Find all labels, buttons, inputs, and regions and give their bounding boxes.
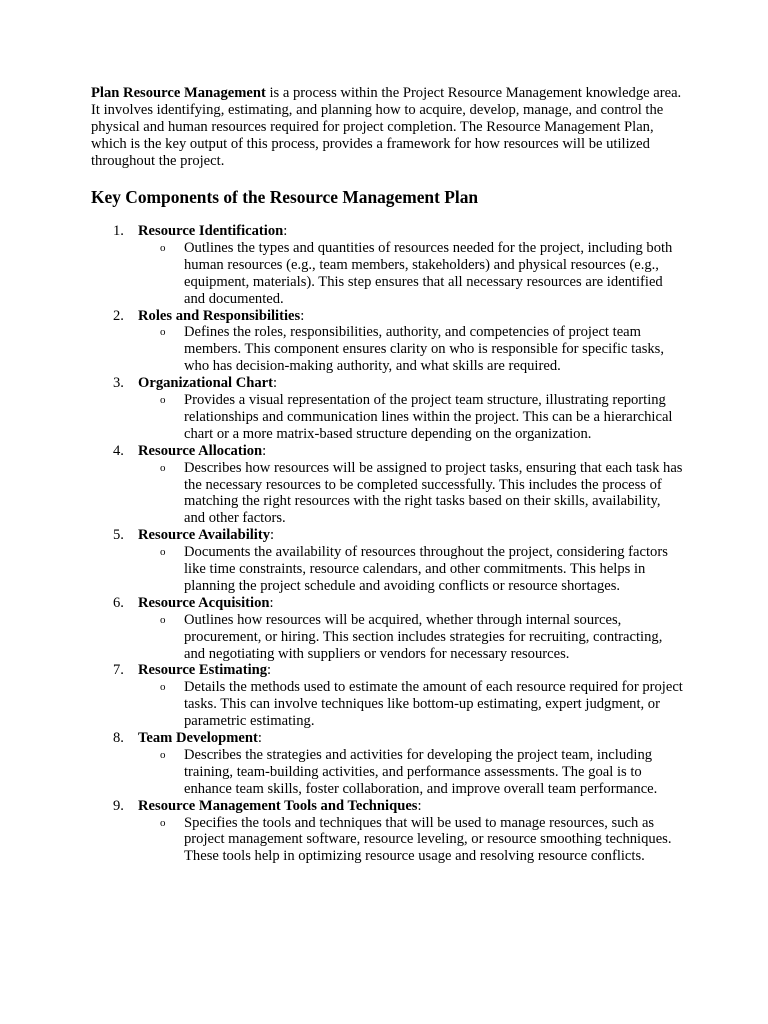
item-title: Resource Availability (138, 527, 271, 544)
hollow-bullet-icon: o (160, 241, 166, 254)
item-number: 4. (113, 442, 124, 459)
item-colon: : (300, 307, 305, 324)
item-colon: : (270, 527, 275, 544)
item-description: Provides a visual representation of the project team structure, illustrating reporting relationships and communication lines within the project. This can be a hierarchical chart or a more matrix-based structure depending on the organization. (184, 392, 673, 442)
intro-paragraph (91, 85, 687, 170)
components-list (0, 223, 768, 865)
hollow-bullet-icon: o (160, 613, 166, 626)
item-title: Resource Acquisition (138, 594, 270, 611)
item-description: Outlines how resources will be acquired, whether through internal sources, procurement, or hiring. This section includes strategies for recruiting, contracting, and negotiating with suppliers or vendors for necessary resources. (184, 611, 663, 662)
item-description: Documents the availability of resources throughout the project, considering factors like time constraints, resource calendars, and other commitments. This helps in planning the project schedule and avoiding conflicts or resource shortages. (184, 544, 668, 594)
list-item (0, 527, 768, 595)
item-description: Defines the roles, responsibilities, authority, and competencies of project team members. This component ensures clarity on who is responsible for specific tasks, who has decision-making authority, and what skills are required. (184, 324, 665, 375)
item-number: 5. (113, 527, 124, 544)
item-title: Organizational Chart (138, 375, 273, 392)
list-item (0, 443, 768, 528)
hollow-bullet-icon: o (160, 816, 166, 829)
item-description: Specifies the tools and techniques that will be used to manage resources, such as project management software, resource leveling, or resource smoothing techniques. These tools help in optimizing resource usage and resolving resource conflicts. (184, 814, 672, 865)
item-title: Resource Allocation (138, 442, 263, 459)
hollow-bullet-icon: o (160, 394, 166, 407)
hollow-bullet-icon: o (160, 748, 166, 761)
item-description: Details the methods used to estimate the amount of each resource required for project tasks. This can involve techniques like bottom-up estimating, expert judgment, or parametric estimating. (184, 679, 683, 730)
item-colon: : (269, 594, 274, 611)
hollow-bullet-icon: o (160, 326, 166, 339)
item-number: 8. (113, 730, 124, 747)
hollow-bullet-icon: o (160, 461, 166, 474)
item-number: 6. (113, 594, 124, 611)
item-title: Roles and Responsibilities (138, 307, 301, 324)
item-description: Describes how resources will be assigned to project tasks, ensuring that each task has the necessary resources to be completed successfully. This includes the process of matching the right resources with the right tasks based on their skills, availability, and other factors. (184, 459, 683, 527)
intro-term: Plan Resource Management (91, 85, 266, 101)
item-title: Resource Identification (138, 223, 284, 239)
item-colon: : (273, 375, 278, 392)
hollow-bullet-icon: o (160, 546, 166, 559)
list-item (0, 595, 768, 663)
item-description: Describes the strategies and activities for developing the project team, including training, team-building activities, and performance assessments. The goal is to enhance team skills, foster collaboration, and improve overall team performance. (184, 746, 658, 797)
hollow-bullet-icon: o (160, 681, 166, 694)
list-item (0, 308, 768, 376)
item-title: Resource Estimating (138, 662, 268, 679)
item-number: 3. (113, 375, 124, 392)
item-number: 9. (113, 797, 124, 814)
section-heading: Key Components of the Resource Management Plan (91, 187, 479, 207)
item-number: 2. (113, 307, 124, 324)
item-number: 1. (113, 223, 124, 239)
intro-text: is a process within the Project Resource Management knowledge area. It involves identifying, estimating, and planning how to acquire, develop, manage, and control the physical and human resources required for project completion. The Resource Management Plan, which is the key output of this process, provides a framework for how resources will be utilized throughout the project. (91, 85, 682, 169)
item-colon: : (283, 223, 288, 239)
item-number: 7. (113, 662, 124, 679)
item-colon: : (267, 662, 272, 679)
item-colon: : (417, 797, 422, 814)
list-item (0, 798, 768, 866)
list-item (0, 223, 768, 308)
item-title: Team Development (138, 730, 258, 747)
list-item (0, 375, 768, 443)
list-item (0, 662, 768, 730)
item-colon: : (262, 442, 267, 459)
item-title: Resource Management Tools and Techniques (138, 797, 418, 814)
list-item (0, 730, 768, 798)
item-colon: : (257, 730, 262, 747)
item-description: Outlines the types and quantities of resources needed for the project, including both human resources (e.g., team members, stakeholders) and physical resources (e.g., equipment, materials). This step ensures that all necessary resources are identified and documented. (184, 239, 673, 307)
